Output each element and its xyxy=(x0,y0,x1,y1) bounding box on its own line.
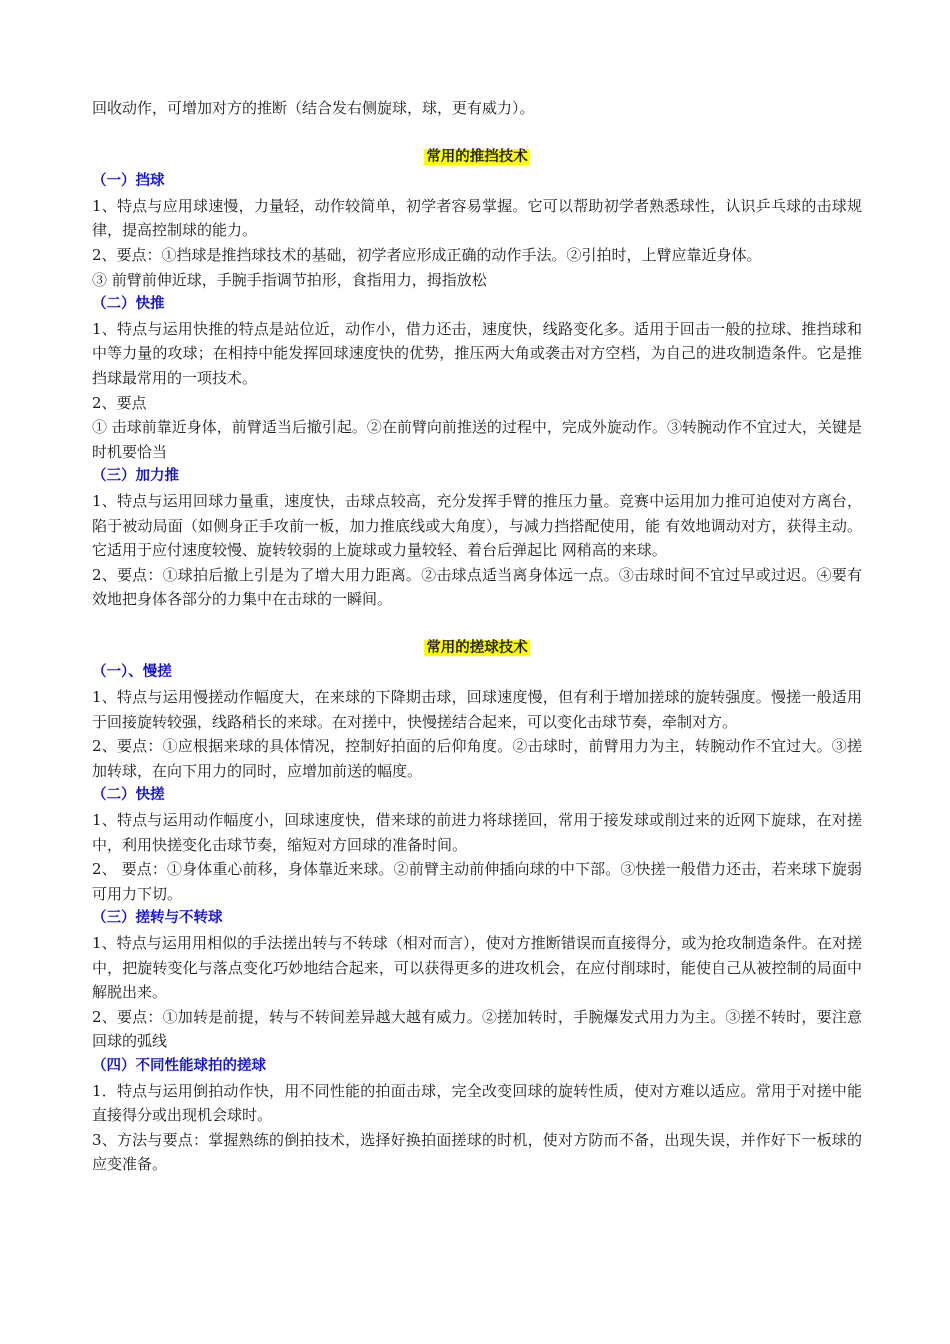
paragraph: 1、特点与运用慢搓动作幅度大，在来球的下降期击球，回球速度慢，但有利于增加搓球的旋转强度。慢搓一般适用于回接旋转较强，线路稍长的来球。在对搓中，快慢搓结合起来，可以变化击球节奏，牵制对方。 xyxy=(92,688,862,731)
paragraph: 2、要点：①应根据来球的具体情况，控制好拍面的后仰角度。②击球时，前臂用力为主，转腕动作不宜过大。③搓加转球，在向下用力的同时，应增加前送的幅度。 xyxy=(92,737,862,780)
subsection-heading: （四）不同性能球拍的搓球 xyxy=(92,1057,266,1074)
paragraph: ③ 前臂前伸近球，手腕手指调节拍形，食指用力，拇指放松 xyxy=(92,270,487,289)
subsection-heading: （一）、慢搓 xyxy=(92,664,172,681)
paragraph: 1．特点与运用倒拍动作快，用不同性能的拍面击球，完全改变回球的旋转性质，使对方难以适应。常用于对搓中能直接得分或出现机会球时。 xyxy=(92,1081,862,1125)
section-title: 常用的搓球技术 xyxy=(426,639,528,656)
section-chop xyxy=(92,636,862,1177)
paragraph: ① 击球前靠近身体，前臂适当后撤引起。②在前臂向前推送的过程中，完成外旋动作。③转腕动作不宜过大，关键是时机要恰当 xyxy=(92,418,862,461)
section-title: 常用的推挡技术 xyxy=(426,148,528,165)
paragraph: 2、要点：①加转是前提，转与不转间差异越大越有威力。②搓加转时，手腕爆发式用力为主。③搓不转时，要注意回球的弧线 xyxy=(92,1007,862,1051)
document-body xyxy=(92,96,862,1177)
intro-paragraph: 回收动作，可增加对方的推断（结合发右侧旋球，球，更有威力）。 xyxy=(92,99,535,117)
paragraph: 1、特点与运用回球力量重，速度快，击球点较高，充分发挥手臂的推压力量。竞赛中运用加力推可迫使对方离台，陷于被动局面（如侧身正手攻前一板，加力推底线或大角度），与减力挡搭配使用，能 有效地调动对方，获得主动。它适用于应付速度较慢、旋转较弱的上旋球或力量较轻、着台后弹起比 网稍高的来球。 xyxy=(92,491,862,560)
subsection-heading: （三）加力推 xyxy=(92,468,179,485)
paragraph: 1、特点与运用动作幅度小，回球速度快，借来球的前进力将球搓回，常用于接发球或削过来的近网下旋球，在对搓中，利用快搓变化击球节奏，缩短对方回球的准备时间。 xyxy=(92,811,862,854)
paragraph: 2、要点：①球拍后撤上引是为了增大用力距离。②击球点适当离身体远一点。③击球时间不宜过早或过迟。④要有效地把身体各部分的力集中在击球的一瞬间。 xyxy=(92,565,862,609)
section-push-block xyxy=(92,145,862,612)
paragraph: 2、要点 xyxy=(92,393,147,412)
subsection-heading: （二）快搓 xyxy=(92,787,165,804)
paragraph: 2、要点：①挡球是推挡球技术的基础，初学者应形成正确的动作手法。②引拍时，上臂应靠近身体。 xyxy=(92,245,762,264)
subsection-heading: （二）快推 xyxy=(92,296,165,313)
paragraph: 3、方法与要点：掌握熟练的倒拍技术，选择好换拍面搓球的时机，使对方防而不备，出现失误，并作好下一板球的应变准备。 xyxy=(92,1130,862,1174)
subsection-heading: （三）搓转与不转球 xyxy=(92,910,223,927)
paragraph: 1、特点与运用用相似的手法搓出转与不转球（相对而言），使对方推断错误而直接得分，或为抢攻制造条件。在对搓中，把旋转变化与落点变化巧妙地结合起来，可以获得更多的进攻机会，在应付削球时，能使自己从被控制的局面中解脱出来。 xyxy=(92,934,862,1002)
paragraph: 1、特点与运用快推的特点是站位近，动作小，借力还击，速度快，线路变化多。适用于回击一般的拉球、推挡球和中等力量的攻球；在相持中能发挥回球速度快的优势，推压两大角或袭击对方空档，为自己的进攻制造条件。它是推挡球最常用的一项技术。 xyxy=(92,319,862,387)
paragraph: 1、特点与应用球速慢，力量轻，动作较简单，初学者容易掌握。它可以帮助初学者熟悉球性，认识乒乓球的击球规律，提高控制球的能力。 xyxy=(92,196,862,240)
paragraph: 2、 要点：①身体重心前移，身体靠近来球。②前臂主动前伸插向球的中下部。③快搓一般借力还击，若来球下旋弱可用力下切。 xyxy=(92,860,862,903)
subsection-heading: （一）挡球 xyxy=(92,173,165,190)
